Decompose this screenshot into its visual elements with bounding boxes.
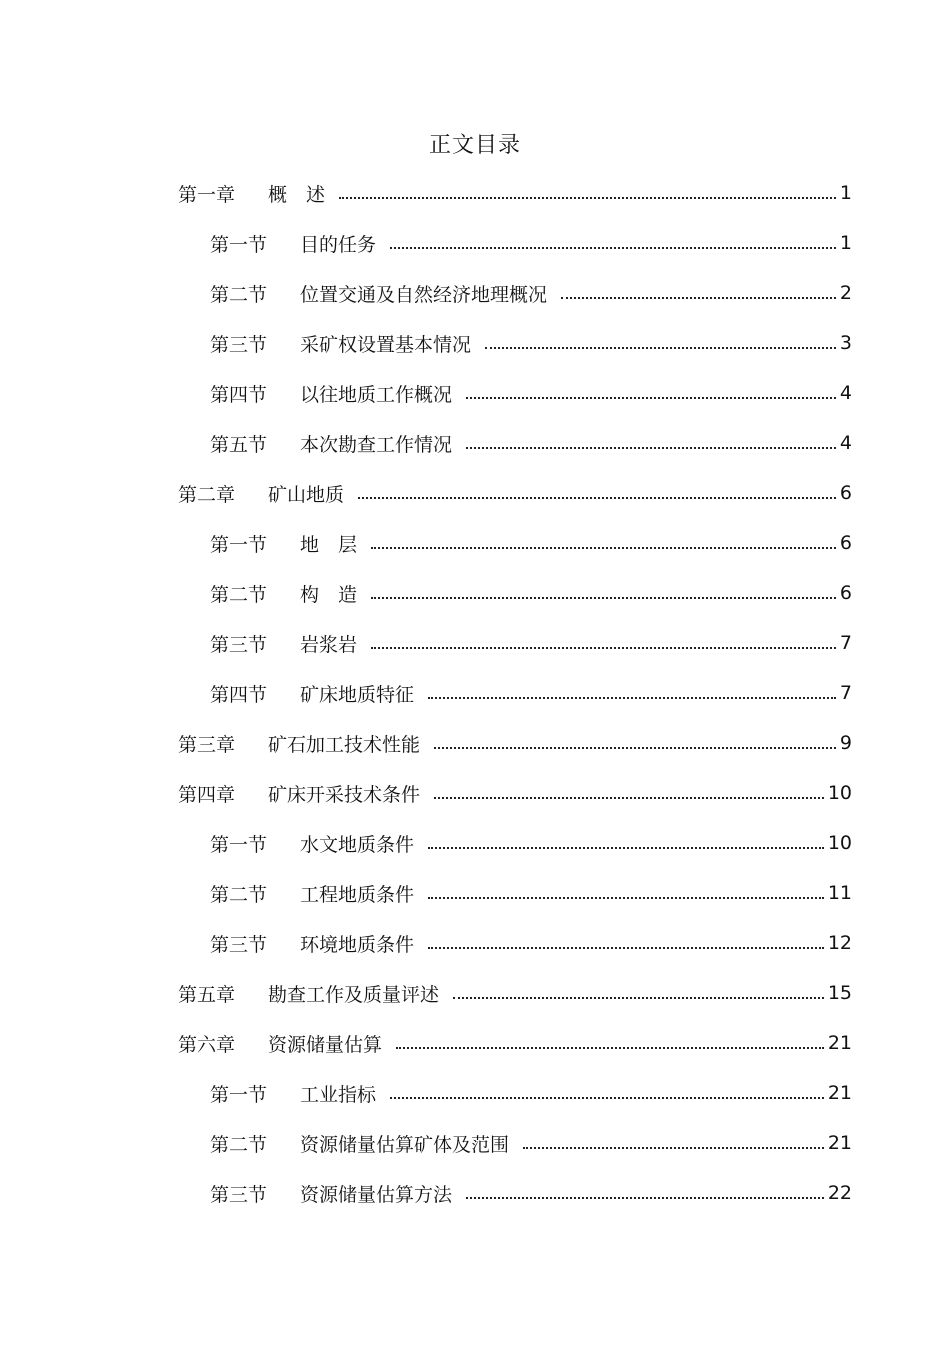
toc-entry-number: 第一章 [178, 183, 236, 206]
toc-entry-page-number: 21 [827, 1082, 852, 1104]
toc-entry-page-number: 7 [839, 632, 852, 654]
toc-entry-title: 概 述 [268, 183, 326, 206]
toc-entry-number: 第一节 [210, 833, 268, 856]
toc-entry-number: 第二节 [210, 1133, 268, 1156]
toc-entry-title: 构 造 [300, 583, 358, 606]
toc-entry-title: 地 层 [300, 533, 358, 556]
toc-entry-number: 第四节 [210, 383, 268, 406]
toc-entry-section[interactable] [210, 418, 852, 468]
toc-entry-number: 第二章 [178, 483, 236, 506]
dot-leader [396, 1047, 824, 1049]
toc-entry-title: 资源储量估算 [268, 1033, 383, 1056]
toc-entry-number: 第三节 [210, 633, 268, 656]
toc-entry-number: 第三节 [210, 933, 268, 956]
toc-entry-page-number: 22 [827, 1182, 852, 1204]
dot-leader [466, 447, 836, 449]
toc-entry-section[interactable] [210, 268, 852, 318]
toc-entry-title: 资源储量估算方法 [300, 1183, 453, 1206]
toc-entry-title: 矿床地质特征 [300, 683, 415, 706]
dot-leader [561, 297, 836, 299]
dot-leader [453, 997, 824, 999]
toc-entry-title: 矿山地质 [268, 483, 345, 506]
toc-entry-page-number: 10 [827, 832, 852, 854]
toc-entry-number: 第五章 [178, 983, 236, 1006]
toc-entry-page-number: 7 [839, 682, 852, 704]
toc-entry-section[interactable] [210, 868, 852, 918]
toc-entry-section[interactable] [210, 1168, 852, 1218]
toc-entry-page-number: 2 [839, 282, 852, 304]
toc-entry-title: 岩浆岩 [300, 633, 358, 656]
toc-entry-number: 第二节 [210, 583, 268, 606]
dot-leader [428, 697, 836, 699]
toc-entry-page-number: 4 [839, 432, 852, 454]
toc-entry-section[interactable] [210, 618, 852, 668]
toc-entry-page-number: 1 [839, 232, 852, 254]
toc-entry-page-number: 10 [827, 782, 852, 804]
dot-leader [371, 547, 836, 549]
toc-entry-title: 位置交通及自然经济地理概况 [300, 283, 548, 306]
toc-entry-chapter[interactable] [178, 718, 852, 768]
dot-leader [428, 847, 824, 849]
dot-leader [358, 497, 836, 499]
toc-entry-page-number: 3 [839, 332, 852, 354]
toc-entry-title: 采矿权设置基本情况 [300, 333, 472, 356]
toc-entry-number: 第四节 [210, 683, 268, 706]
dot-leader [428, 947, 824, 949]
toc-entry-number: 第二节 [210, 283, 268, 306]
toc-entry-chapter[interactable] [178, 468, 852, 518]
toc-entry-title: 目的任务 [300, 233, 377, 256]
toc-entry-number: 第一节 [210, 533, 268, 556]
toc-entry-title: 水文地质条件 [300, 833, 415, 856]
dot-leader [339, 197, 836, 199]
toc-entry-page-number: 6 [839, 582, 852, 604]
toc-entry-title: 矿床开采技术条件 [268, 783, 421, 806]
toc-entry-chapter[interactable] [178, 168, 852, 218]
dot-leader [523, 1147, 824, 1149]
page-title: 正文目录 [428, 133, 521, 158]
toc-entry-page-number: 11 [827, 882, 852, 904]
toc-entry-page-number: 1 [839, 182, 852, 204]
toc-entry-chapter[interactable] [178, 768, 852, 818]
toc-entry-number: 第三节 [210, 333, 268, 356]
toc-entry-page-number: 4 [839, 382, 852, 404]
toc-entry-chapter[interactable] [178, 968, 852, 1018]
toc-entry-page-number: 21 [827, 1032, 852, 1054]
toc-entry-title: 工业指标 [300, 1083, 377, 1106]
toc-entry-page-number: 6 [839, 532, 852, 554]
toc-entry-number: 第五节 [210, 433, 268, 456]
toc-entry-section[interactable] [210, 668, 852, 718]
toc-entry-title: 工程地质条件 [300, 883, 415, 906]
toc-entry-number: 第二节 [210, 883, 268, 906]
toc-entry-section[interactable] [210, 518, 852, 568]
dot-leader [428, 897, 824, 899]
dot-leader [466, 1197, 824, 1199]
toc-entry-section[interactable] [210, 218, 852, 268]
dot-leader [434, 797, 824, 799]
toc-entry-number: 第六章 [178, 1033, 236, 1056]
dot-leader [371, 647, 836, 649]
toc-entry-title: 环境地质条件 [300, 933, 415, 956]
toc-entry-section[interactable] [210, 1118, 852, 1168]
toc-entry-section[interactable] [210, 368, 852, 418]
dot-leader [434, 747, 836, 749]
toc-entry-section[interactable] [210, 818, 852, 868]
toc-entry-section[interactable] [210, 568, 852, 618]
toc-entry-page-number: 21 [827, 1132, 852, 1154]
toc-entry-title: 勘查工作及质量评述 [268, 983, 440, 1006]
toc-entry-section[interactable] [210, 918, 852, 968]
toc-entry-page-number: 9 [839, 732, 852, 754]
dot-leader [371, 597, 836, 599]
toc-entry-number: 第四章 [178, 783, 236, 806]
toc-entry-number: 第三章 [178, 733, 236, 756]
toc-entry-number: 第一节 [210, 233, 268, 256]
dot-leader [390, 247, 836, 249]
dot-leader [466, 397, 836, 399]
toc-entry-section[interactable] [210, 318, 852, 368]
dot-leader [485, 347, 836, 349]
toc-entry-page-number: 6 [839, 482, 852, 504]
toc-entry-chapter[interactable] [178, 1018, 852, 1068]
toc-entry-title: 矿石加工技术性能 [268, 733, 421, 756]
toc-entry-number: 第一节 [210, 1083, 268, 1106]
toc-entry-page-number: 12 [827, 932, 852, 954]
toc-entry-section[interactable] [210, 1068, 852, 1118]
toc-entry-title: 以往地质工作概况 [300, 383, 453, 406]
toc-entry-page-number: 15 [827, 982, 852, 1004]
dot-leader [390, 1097, 824, 1099]
toc-entry-title: 资源储量估算矿体及范围 [300, 1133, 510, 1156]
toc-entry-title: 本次勘查工作情况 [300, 433, 453, 456]
toc-entry-number: 第三节 [210, 1183, 268, 1206]
